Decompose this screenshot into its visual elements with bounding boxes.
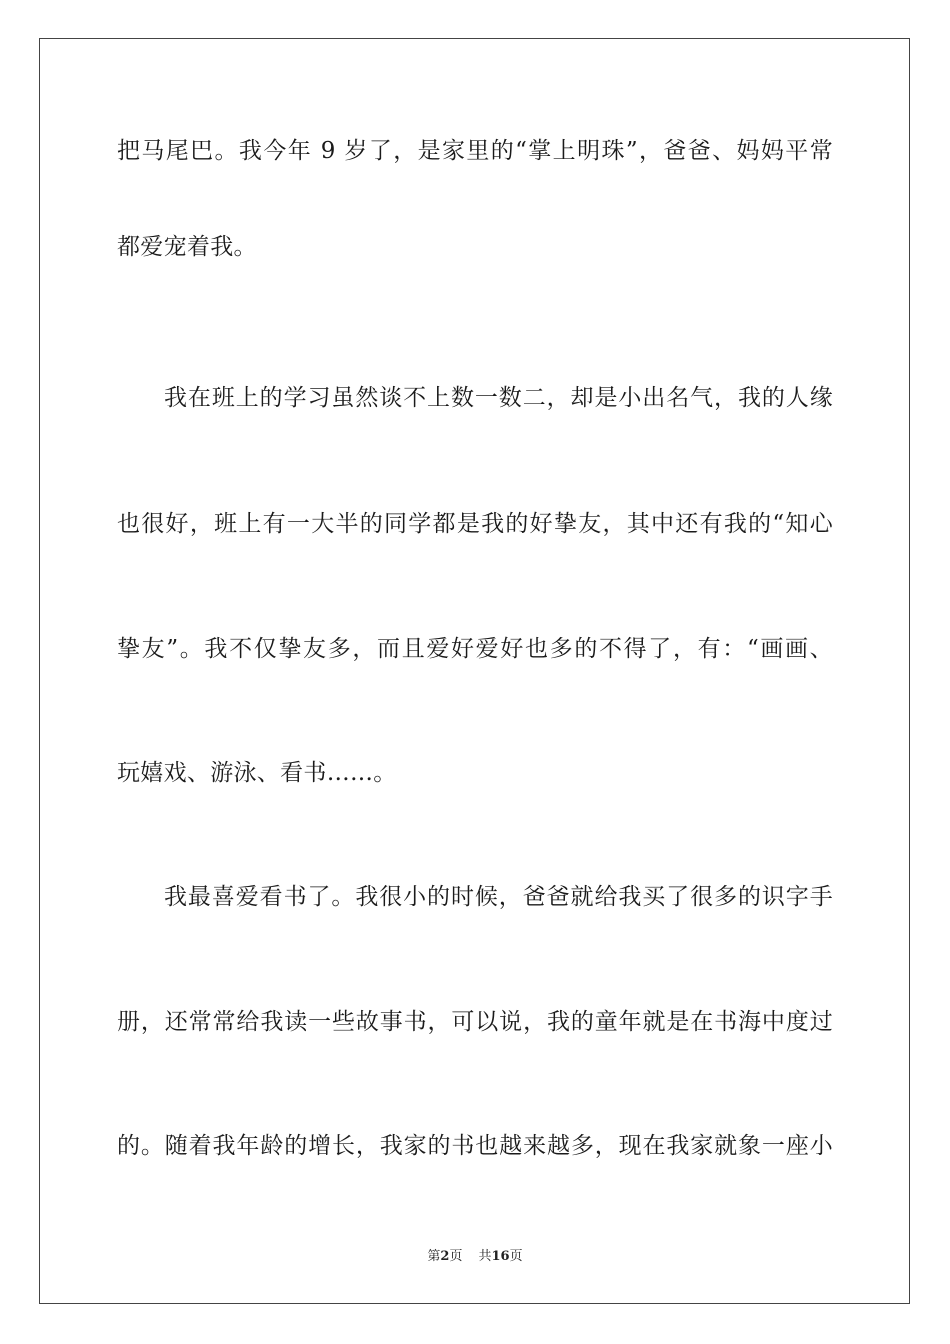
- text-line: 把马尾巴。我今年 9 岁了，是家里的“掌上明珠”，爸爸、妈妈平常: [117, 138, 833, 164]
- page-number-suffix: 页: [449, 1249, 463, 1264]
- text-line: 册，还常常给我读一些故事书，可以说，我的童年就是在书海中度过: [117, 1009, 833, 1035]
- page-total-count: 16: [491, 1249, 510, 1264]
- text-line: 的。随着我年龄的增长，我家的书也越来越多，现在我家就象一座小: [117, 1133, 833, 1159]
- text-line: 也很好，班上有一大半的同学都是我的好挚友，其中还有我的“知心: [117, 511, 833, 537]
- page-border: [39, 38, 910, 1304]
- text-line: 我在班上的学习虽然谈不上数一数二，却是小出名气，我的人缘: [164, 385, 833, 411]
- text-line: 我最喜爱看书了。我很小的时候，爸爸就给我买了很多的识字手: [164, 884, 833, 910]
- page-number-current: 2: [440, 1249, 450, 1264]
- page-footer: [0, 1248, 950, 1266]
- text-line: 玩嬉戏、游泳、看书……。: [117, 760, 397, 786]
- page-number-prefix: 第: [427, 1249, 441, 1264]
- text-line: 都爱宠着我。: [117, 234, 257, 260]
- text-line: 挚友”。我不仅挚友多，而且爱好爱好也多的不得了，有：“画画、: [117, 636, 833, 662]
- page-total-suffix: 页: [509, 1249, 523, 1264]
- page-total-prefix: 共: [478, 1249, 492, 1264]
